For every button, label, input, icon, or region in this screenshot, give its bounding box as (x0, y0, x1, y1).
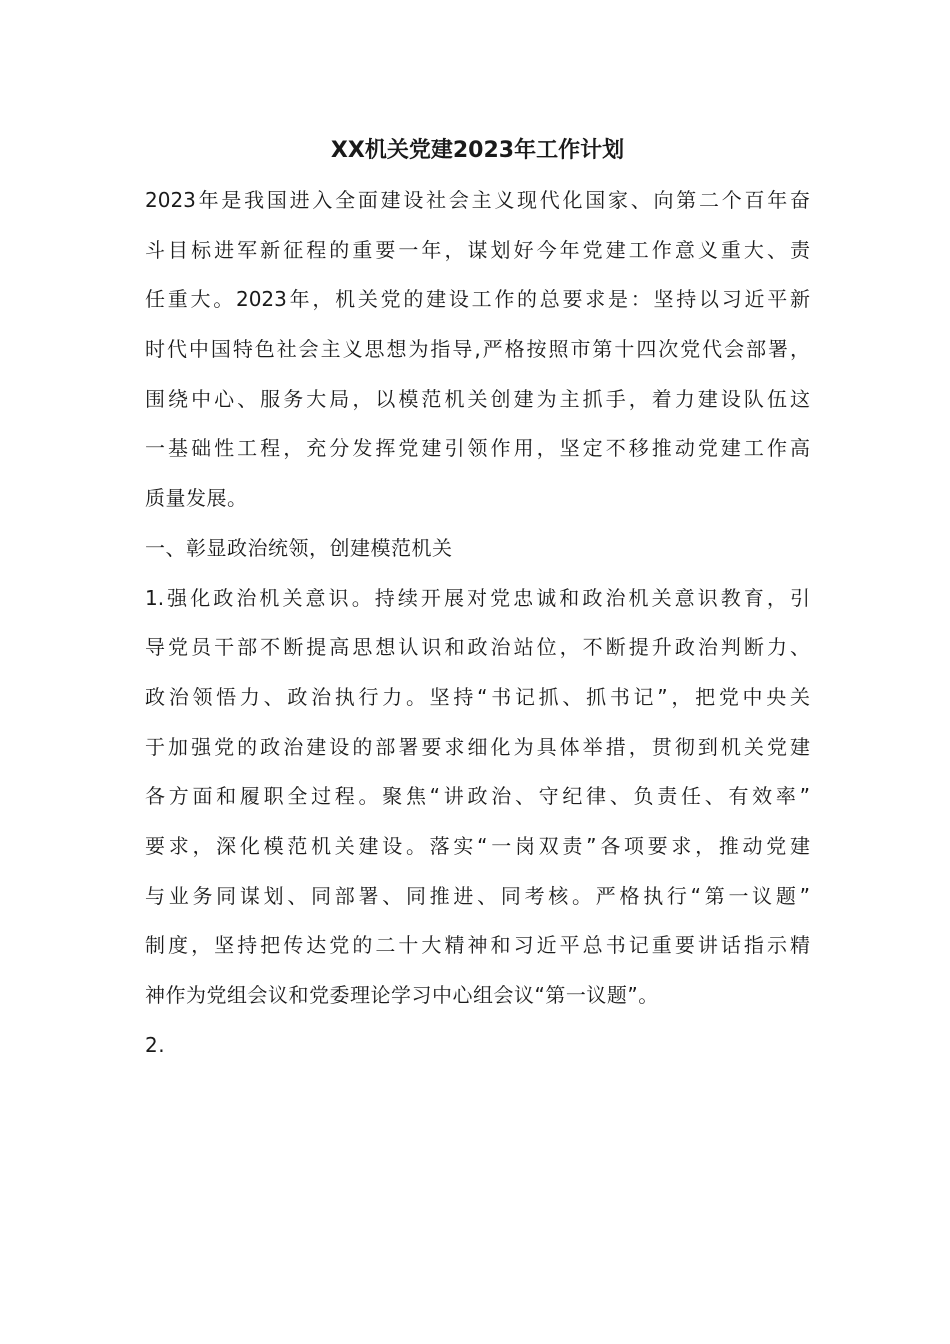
body-line-9: 1.强化政治机关意识。持续开展对党忠诚和政治机关意识教育，引 (145, 585, 810, 610)
body-line-4: 时代中国特色社会主义思想为指导,严格按照市第十四次党代会部署， (145, 337, 810, 362)
document-body (145, 180, 810, 1074)
body-line-16: 制度，坚持把传达党的二十大精神和习近平总书记重要讲话指示精 (145, 933, 810, 958)
body-line-5: 围绕中心、服务大局，以模范机关创建为主抓手，着力建设队伍这 (145, 386, 810, 411)
body-line-3: 任重大。2023年，机关党的建设工作的总要求是：坚持以习近平新 (145, 287, 810, 312)
item-number-2: 2. (145, 1032, 166, 1057)
body-line-11: 政治领悟力、政治执行力。坚持“书记抓、抓书记”，把党中央关 (145, 684, 810, 709)
body-line-10: 导党员干部不断提高思想认识和政治站位，不断提升政治判断力、 (145, 635, 810, 660)
body-line-17: 神作为党组会议和党委理论学习中心组会议“第一议题”。 (145, 983, 659, 1007)
body-line-14: 要求，深化模范机关建设。落实“一岗双责”各项要求，推动党建 (145, 833, 810, 858)
body-line-2: 斗目标进军新征程的重要一年，谋划好今年党建工作意义重大、责 (145, 237, 810, 262)
document-title: XX机关党建2023年工作计划 (330, 138, 625, 163)
body-line-1: 2023年是我国进入全面建设社会主义现代化国家、向第二个百年奋 (145, 188, 810, 212)
section-heading-1: 一、彰显政治统领，创建模范机关 (145, 535, 453, 560)
body-line-13: 各方面和履职全过程。聚焦“讲政治、守纪律、负责任、有效率” (145, 784, 810, 809)
body-line-15: 与业务同谋划、同部署、同推进、同考核。严格执行“第一议题” (145, 883, 810, 908)
body-line-7: 质量发展。 (145, 486, 248, 511)
body-line-6: 一基础性工程，充分发挥党建引领作用，坚定不移推动党建工作高 (145, 436, 810, 461)
body-line-12: 于加强党的政治建设的部署要求细化为具体举措，贯彻到机关党建 (145, 734, 810, 759)
